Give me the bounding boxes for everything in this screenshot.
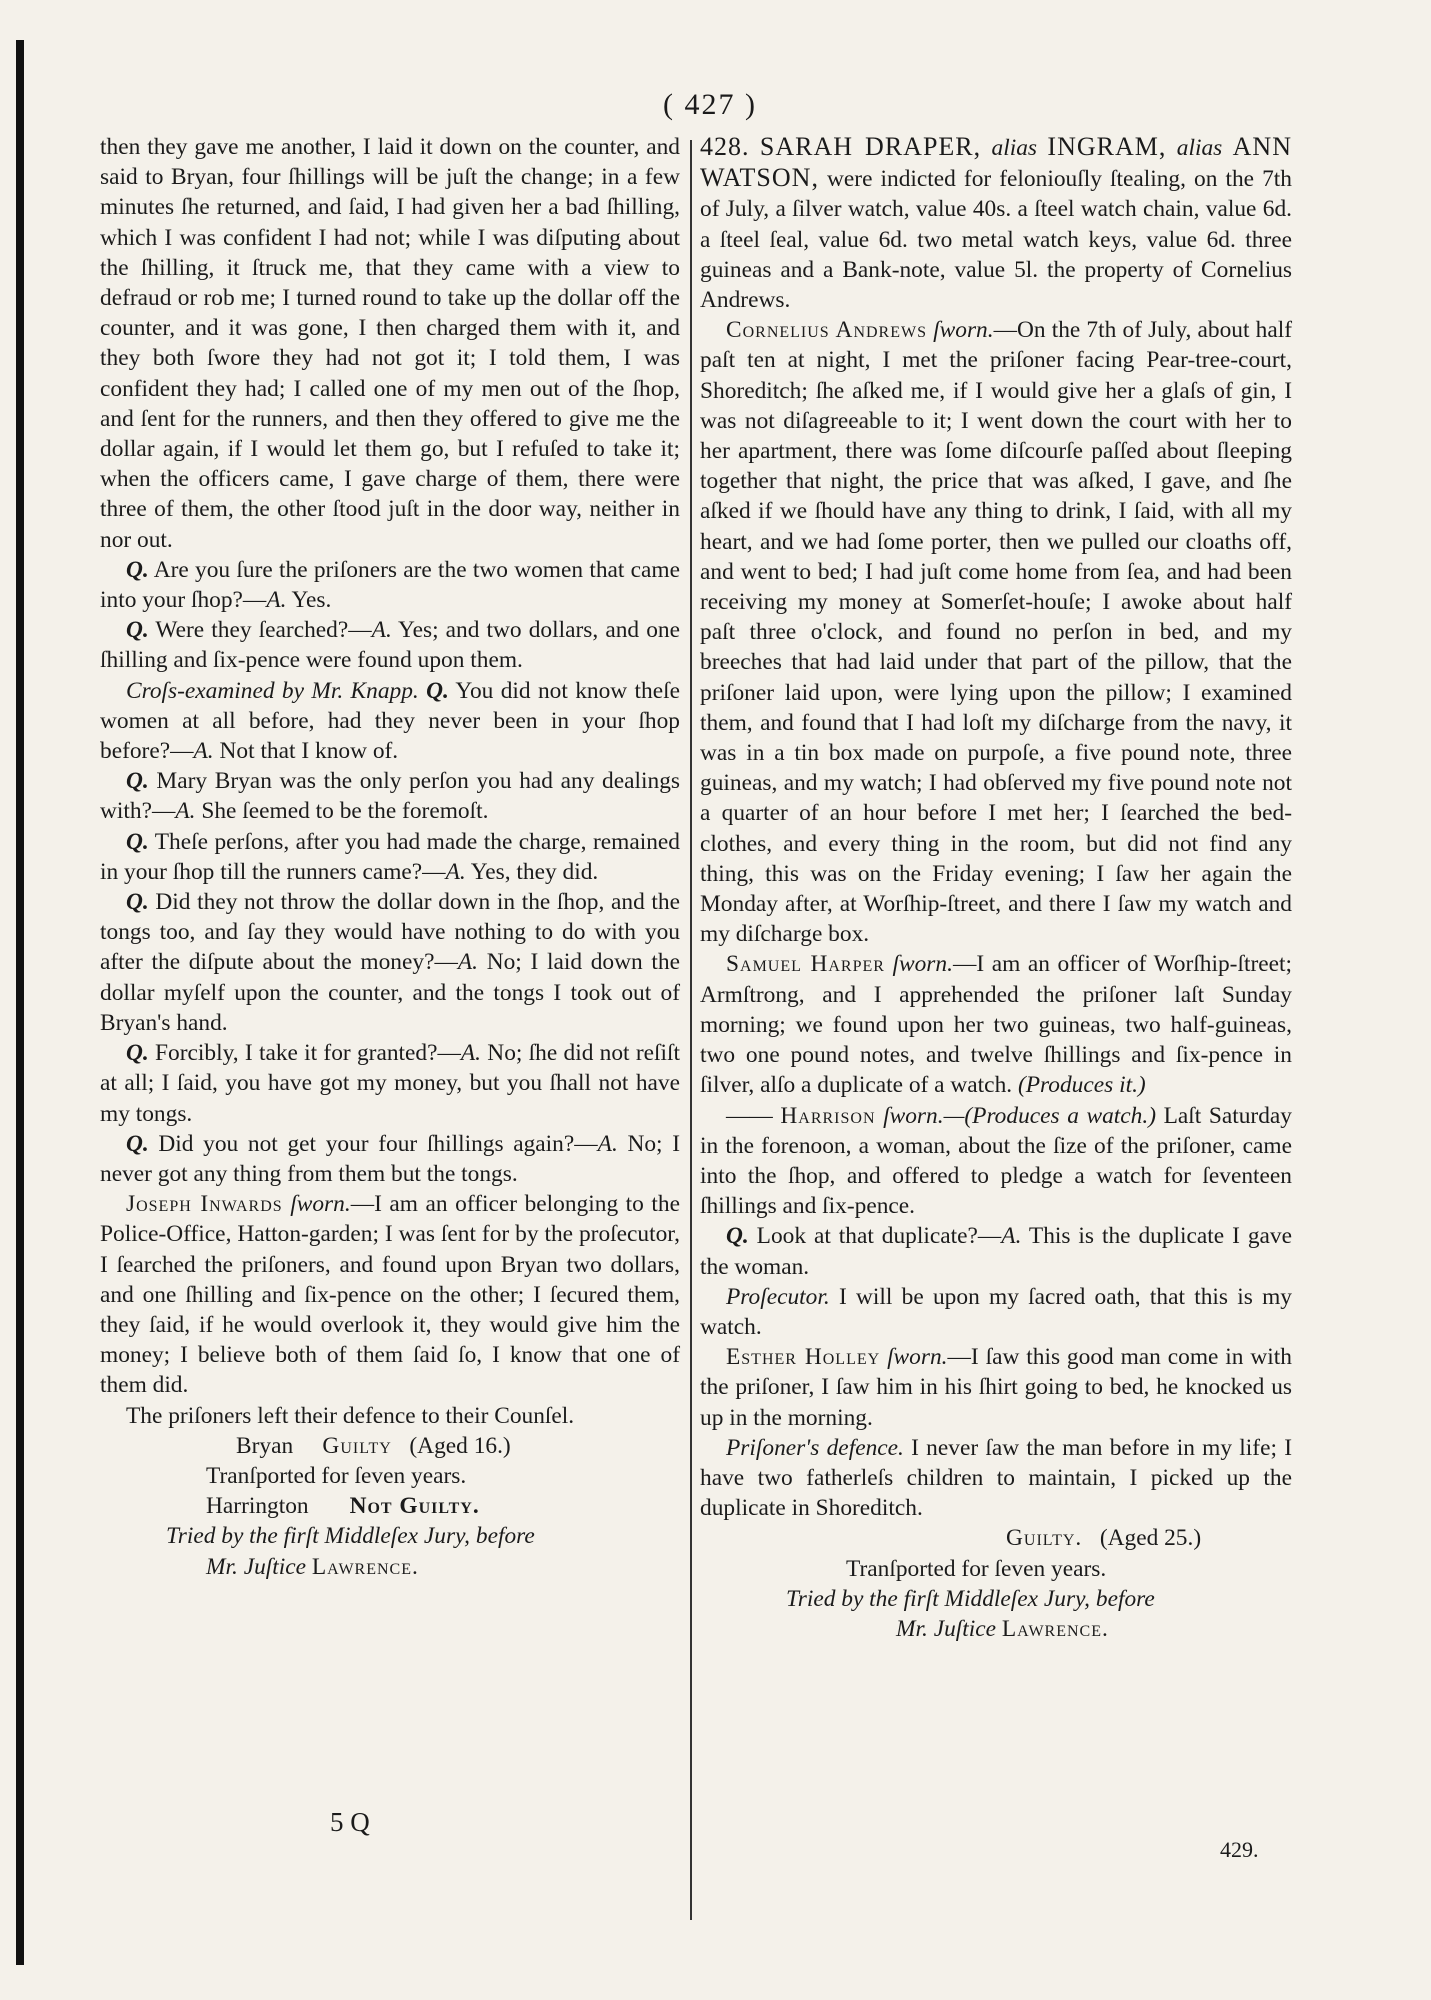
sentence-line: Tranſported for ſeven years. bbox=[206, 1462, 467, 1489]
judge-line: Mr. Juſtice Lawrence. bbox=[206, 1553, 419, 1580]
witness-testimony: Joseph Inwards ſworn.—I am an officer belonging to the Police-Office, Hatton-garden; I was ſent for by the proſecutor, I ſearched the priſoners, and found upon Bryan two dollars, and one ſhilling and ſix-pence on the other; I ſecured them, they ſaid, if he would overlook it, they would give him the money; I believe both of them ſaid ſo, I know that one of them did. bbox=[100, 1191, 680, 1399]
defendant-name: SARAH DRAPER, bbox=[759, 132, 982, 161]
witness-testimony: Esther Holley ſworn.—I ſaw this good man come in with the priſoner, I ſaw him in his ſhirt going to bed, he knocked us up in the morning. bbox=[700, 1344, 1292, 1431]
paragraph-text: then they gave me another, I laid it down on the counter, and said to Bryan, four ſhillings will be juſt the change; in a few minutes ſhe returned, and ſaid, I had given her a bad ſhilling, which I was confident I had not; while I was diſputing about the ſhilling, it ſtruck me, that they came with a view to defraud or rob me; I turned round to take up the dollar off the counter, and it was gone, I then charged them with it, and they both ſwore they had not got it; I told them, I was confident they had; I called one of my men out of the ſhop, and ſent for the runners, and then they offered to give me the dollar again, if I would let them go, but I refuſed to take it; when the officers came, I gave charge of them, there were three of them, the other ſtood juſt in the door way, neither in nor out. bbox=[100, 134, 680, 553]
qa-item: Q. Look at that duplicate?—A. This is the duplicate I gave the woman. bbox=[700, 1223, 1292, 1280]
jury-line: Tried by the firſt Middleſex Jury, before bbox=[166, 1523, 535, 1550]
qa-item: Q. Did you not get your four ſhillings again?—A. No; I never got any thing from them but the tongs. bbox=[100, 1130, 680, 1187]
defence-note: The priſoners left their defence to their Counſel. bbox=[126, 1402, 575, 1429]
qa-item: Q. Are you ſure the priſoners are the two women that came into your ſhop?—A. Yes. bbox=[100, 556, 680, 614]
witness-name: Harrison bbox=[780, 1102, 876, 1129]
witness-testimony: Samuel Harper ſworn.—I am an officer of Worſhip-ſtreet; Armſtrong, and I apprehended the priſoner laſt Sunday morning; we found upon her two guineas, two half-guineas, two one pound notes, and twelve ſhillings and ſix-pence in ſilver, alſo a duplicate of a watch. (Produces it.) bbox=[700, 951, 1292, 1099]
sentence-line: Tranſported for ſeven years. bbox=[846, 1555, 1107, 1582]
witness-name: Joseph Inwards bbox=[126, 1191, 283, 1218]
cross-examination: Croſs-examined by Mr. Knapp. Q. You did not know theſe women at all before, had they never been in your ſhop before?—A. Not that I know of. bbox=[100, 677, 680, 765]
witness-name: Cornelius Andrews bbox=[726, 317, 928, 344]
qa-item: Q. Forcibly, I take it for granted?—A. No; ſhe did not reſiſt at all; I ſaid, you have got my money, but you ſhall not have my tongs. bbox=[100, 1040, 680, 1127]
binding-edge bbox=[16, 40, 24, 1965]
jury-line: Tried by the firſt Middleſex Jury, before bbox=[786, 1585, 1155, 1612]
verdict-line: Harrington Not Guilty. bbox=[206, 1493, 480, 1520]
qa-item: Q. Theſe perſons, after you had made the charge, remained in your ſhop till the runners came?—A. Yes, they did. bbox=[100, 828, 680, 885]
prosecutor-statement: Proſecutor. I will be upon my ſacred oath, that this is my watch. bbox=[700, 1283, 1292, 1340]
cross-label: Croſs-examined by Mr. Knapp. bbox=[126, 677, 419, 704]
witness-name: Samuel Harper bbox=[726, 951, 885, 978]
testimony-paragraph bbox=[100, 132, 680, 555]
qa-item: Q. Mary Bryan was the only perſon you had any dealings with?—A. She ſeemed to be the foremoſt. bbox=[100, 768, 680, 825]
qa-item: Q. Did they not throw the dollar down in the ſhop, and the tongs too, and ſay they would have nothing to do with you after the diſpute about the money?—A. No; I laid down the dollar myſelf upon the counter, and the tongs I took out of Bryan's hand. bbox=[100, 889, 680, 1036]
verdict-line: Guilty. (Aged 25.) bbox=[1006, 1525, 1202, 1552]
right-column bbox=[700, 132, 1292, 1644]
witness-name: Esther Holley bbox=[726, 1344, 881, 1371]
case-number: 428. bbox=[700, 132, 750, 161]
witness-testimony: Cornelius Andrews ſworn.—On the 7th of July, about half paſt ten at night, I met the priſoner facing Pear-tree-court, Shoreditch; ſhe aſked me, if I would give her a glaſs of gin, I was not diſagreeable to it; I went down the court with her to her apartment, there was ſome diſcourſe paſſed about ſleeping together that night, the price that was aſked, I gave, and ſhe aſked if we ſhould have any thing to drink, I ſaid, with all my heart, and we had ſome porter, then we pulled our cloaths off, and went to bed; I had juſt come home from ſea, and had been receiving my money at Somerſet-houſe; I awoke about half paſt three o'clock, and found no perſon in bed, and my breeches that had laid under that part of the pillow, that the priſoner laid upon, were lying upon the pillow; I examined them, and found that I had loſt my diſcharge from the navy, it was in a tin box made on purpoſe, a five pound note, three guineas, and my watch; I had obſerved my five pound note not a quarter of an hour before I met her; I ſearched the bed-clothes, and every thing in the room, but did not find any thing, this was on the Friday evening; I ſaw her again the Monday after, at Worſhip-ſtreet, and there I ſaw my watch and my diſcharge box. bbox=[700, 317, 1292, 948]
indictment-text: were indicted for feloniouſly ſtealing, on the 7th of July, a ſilver watch, value 40s. a ſteel watch chain, value 6d. a ſteel ſeal, value 6d. two metal watch keys, value 6d. three guineas and a Bank-note, value 5l. the property of Cornelius Andrews. bbox=[700, 166, 1292, 314]
left-column bbox=[100, 132, 680, 1582]
witness-testimony: —— Harrison ſworn.—(Produces a watch.) Laſt Saturday in the forenoon, a woman, about the ſize of the priſoner, came into the ſhop, and offered to pledge a watch for ſeventeen ſhillings and ſix-pence. bbox=[700, 1102, 1292, 1220]
page-number: ( 427 ) bbox=[663, 88, 757, 121]
prisoner-defence: Priſoner's defence. I never ſaw the man before in my life; I have two fatherleſs children to maintain, I picked up the duplicate in Shoreditch. bbox=[700, 1434, 1292, 1522]
qa-item: Q. Were they ſearched?—A. Yes; and two dollars, and one ſhilling and ſix-pence were found upon them. bbox=[100, 617, 680, 674]
signature-mark: 5 Q bbox=[330, 1807, 370, 1837]
judge-line: Mr. Juſtice Lawrence. bbox=[896, 1615, 1109, 1642]
column-divider bbox=[690, 140, 692, 1920]
case-heading: 428. SARAH DRAPER, alias INGRAM, alias ANN WATSON, were indicted for feloniouſly ſtealing, on the 7th of July, a ſilver watch, value 40s. a ſteel watch chain, value 6d. a ſteel ſeal, value 6d. two metal watch keys, value 6d. three guineas and a Bank-note, value 5l. the property of Cornelius Andrews. bbox=[700, 132, 1292, 314]
catchword: 429. bbox=[1220, 1837, 1259, 1862]
verdict-line: Bryan Guilty (Aged 16.) bbox=[236, 1432, 511, 1459]
